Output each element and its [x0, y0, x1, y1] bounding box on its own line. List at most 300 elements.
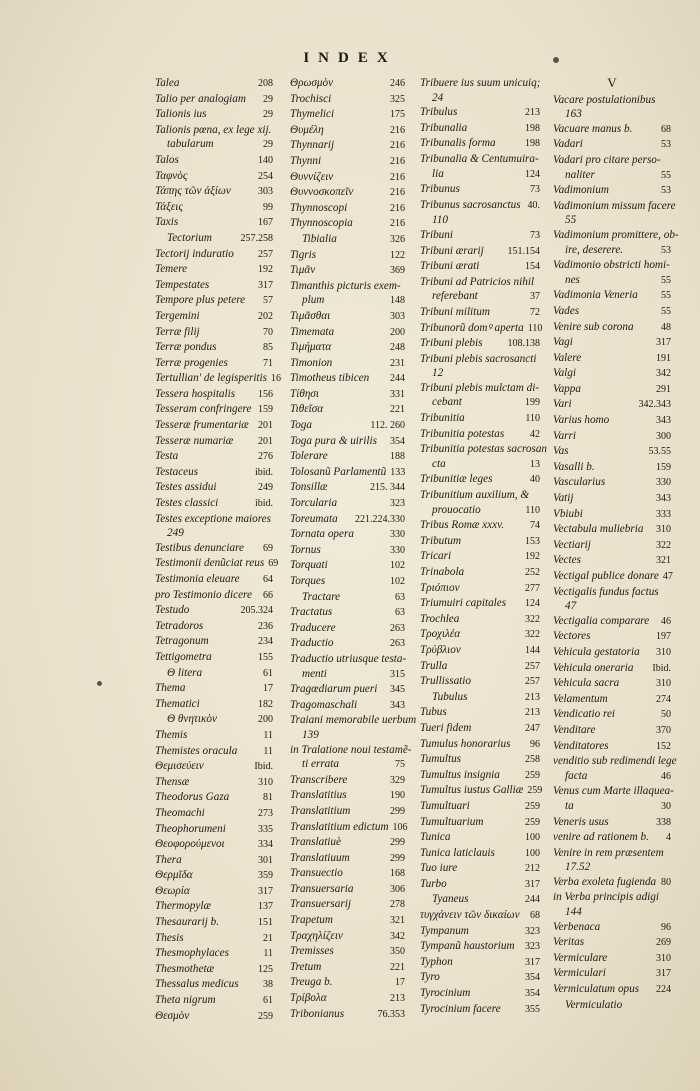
index-page-number: 191: [656, 352, 671, 364]
index-term: Tumultus iustus Galliæ: [420, 784, 524, 797]
index-page-number: 37: [530, 291, 540, 303]
index-page-number: 192: [258, 264, 273, 276]
index-entry: [420, 121, 540, 137]
index-term: Tigris: [290, 248, 317, 261]
index-page-number: 215. 344: [370, 482, 405, 494]
index-entry: [420, 518, 540, 534]
index-page-number: 80: [661, 876, 671, 888]
page-mark-dot: [553, 57, 559, 63]
index-page-number: 144: [525, 644, 540, 656]
index-page-number: 175: [390, 109, 405, 121]
index-term: Theophorumeni: [155, 822, 226, 835]
index-term: Transuectio: [290, 867, 343, 880]
index-term: Translatitius: [290, 789, 347, 802]
index-term: Talio per analogiam: [155, 92, 246, 105]
index-entry: [290, 387, 405, 403]
index-term: Toreumata: [290, 512, 338, 525]
index-term: venire ad rationem b.: [553, 831, 649, 844]
index-entry: [290, 913, 405, 929]
index-term: Tributum: [420, 534, 462, 547]
index-entry: [290, 512, 405, 528]
index-page-number: 213: [525, 107, 540, 119]
index-page-number: 350: [390, 946, 405, 958]
index-page-number: 315: [390, 668, 405, 680]
index-page-number: 244: [390, 373, 405, 385]
index-page-number: 168: [390, 868, 405, 880]
index-term: plum: [302, 294, 325, 307]
index-entry: [155, 371, 281, 387]
index-page-number: 55: [661, 305, 671, 317]
index-term: Thynnoscopia: [290, 217, 353, 230]
index-page-number: 198: [525, 138, 540, 150]
index-page-number: 69: [263, 542, 273, 554]
index-entry: [420, 799, 540, 815]
index-term: Tueri fidem: [420, 721, 472, 734]
index-term: Themistes oracula: [155, 744, 238, 757]
index-term: 110: [432, 214, 448, 227]
index-page-number: Ibid.: [254, 761, 273, 773]
index-entry: [420, 152, 540, 167]
index-entry: [553, 168, 671, 184]
index-entry: [290, 652, 405, 667]
index-page-number: 73: [530, 229, 540, 241]
index-entry: [553, 460, 671, 476]
index-entry: [290, 605, 405, 621]
index-page-number: 333: [656, 508, 671, 520]
index-term: Tesseræ numariæ: [155, 434, 234, 447]
index-entry: [290, 248, 405, 264]
index-entry: [553, 875, 671, 891]
index-entry: [290, 728, 405, 743]
index-entry: [155, 666, 273, 682]
index-page-number: 122: [390, 249, 405, 261]
index-term: Tribuere ius suum unicuiq;: [420, 77, 541, 89]
index-term: Θυννίζειν: [290, 170, 334, 183]
index-page-number: 29: [263, 93, 273, 105]
index-term: Tergemini: [155, 309, 200, 322]
index-entry: [553, 676, 671, 692]
index-term: Tremisses: [290, 945, 334, 958]
index-page-number: 102: [390, 560, 405, 572]
index-term: Thematici: [155, 697, 200, 710]
index-page-number: 317: [258, 885, 273, 897]
index-term: Translatiuè: [290, 836, 341, 849]
index-entry: [420, 275, 540, 290]
index-page-number: 216: [390, 202, 405, 214]
index-page-number: 254: [258, 170, 273, 182]
index-entry: [420, 244, 540, 260]
index-term: Tetragonum: [155, 635, 209, 648]
index-page-number: 48: [661, 321, 671, 333]
index-term: Vectores: [553, 630, 591, 643]
index-entry: [290, 92, 405, 108]
index-term: ta: [565, 799, 574, 812]
index-term: Tolosanũ Parlamentũ: [290, 465, 387, 478]
index-term: Toga pura & uirilis: [290, 434, 377, 447]
index-term: Vadimonio obstricti homi-: [553, 259, 670, 272]
index-page-number: 68: [661, 123, 671, 135]
index-entry: [420, 411, 540, 427]
index-term: Vas: [553, 445, 569, 458]
index-page-number: 29: [263, 139, 273, 151]
index-term: τυγχάνειν τῶν δικαίων: [420, 909, 520, 922]
index-page-number: 355: [525, 1003, 540, 1015]
index-page-number: 190: [390, 790, 405, 802]
index-page-number: 370: [656, 724, 671, 736]
index-page-number: 70: [263, 326, 273, 338]
index-term: Thera: [155, 853, 182, 866]
index-entry: [290, 621, 405, 637]
index-entry: [155, 790, 273, 806]
index-page-number: 197: [656, 631, 671, 643]
index-term: Torques: [290, 575, 326, 587]
index-page-number: Ibid.: [652, 662, 671, 674]
index-entry: [290, 743, 412, 758]
index-entry: [553, 258, 671, 273]
index-entry: [155, 884, 273, 900]
index-column-4: [553, 75, 679, 1012]
index-page-number: 329: [390, 774, 405, 786]
section-letter: V: [607, 75, 617, 90]
index-page-number: 343: [656, 415, 671, 427]
index-entry: [553, 645, 671, 661]
index-page-number: 321: [656, 555, 671, 567]
index-column-2: [290, 76, 417, 1022]
index-term: Θυμέλη: [290, 123, 324, 136]
index-page-number: 299: [390, 852, 405, 864]
index-entry: [553, 846, 671, 861]
index-term: Torcularia: [290, 497, 338, 510]
index-column-1: [155, 76, 281, 1024]
index-entry: [420, 457, 540, 473]
index-entry: [553, 599, 671, 614]
index-page-number: 335: [258, 823, 273, 835]
index-page-number: 334: [258, 839, 273, 851]
index-term: Vehicula gestatoria: [553, 645, 640, 658]
index-page-number: 259: [525, 816, 540, 828]
index-page-number: 247: [525, 722, 540, 734]
index-term: Themis: [155, 728, 188, 741]
index-entry: [155, 449, 273, 465]
index-term: Theta nigrum: [155, 994, 216, 1007]
index-entry: [553, 522, 671, 538]
index-term: Vectabula muliebria: [553, 523, 644, 536]
index-entry: [290, 773, 405, 789]
index-term: Vadimonium: [553, 184, 609, 197]
index-term: Translatitium edictum: [290, 820, 389, 833]
index-entry: [420, 198, 540, 214]
index-entry: [553, 799, 671, 815]
index-page-number: 38: [263, 979, 273, 991]
index-entry: [290, 138, 405, 154]
index-page-number: 124: [525, 168, 540, 180]
index-page-number: 273: [258, 807, 273, 819]
index-term: Tumultus: [420, 753, 462, 766]
index-entry: [290, 496, 405, 512]
index-entry: [155, 92, 273, 108]
index-entry: [290, 449, 405, 465]
index-term: Θεμισεύειν: [155, 760, 204, 773]
index-page-number: 244: [525, 894, 540, 906]
index-page-number: 201: [258, 435, 273, 447]
index-entry: [420, 336, 540, 352]
index-term: Θ θνητικὸν: [167, 713, 217, 726]
index-page-number: 299: [390, 805, 405, 817]
index-entry: [155, 915, 273, 931]
index-entry: [553, 905, 671, 920]
index-page-number: 257.258: [240, 232, 273, 244]
index-page-number: 76.353: [377, 1008, 405, 1020]
index-term: Tribunitia: [420, 412, 465, 425]
index-term: Tribuni plebis mulctam di-: [420, 381, 540, 394]
index-page-number: 212: [525, 863, 540, 875]
index-term: Theodorus Gaza: [155, 791, 230, 804]
index-term: Talea: [155, 77, 180, 89]
index-term: Vermiculare: [553, 951, 608, 964]
index-term: Θυννοσκοπεῖν: [290, 186, 354, 199]
index-page-number: 263: [390, 622, 405, 634]
index-term: lia: [432, 167, 444, 180]
index-term: prouocatio: [432, 503, 481, 516]
index-term: Tragomaschali: [290, 698, 358, 711]
index-term: Transcribere: [290, 773, 348, 786]
index-entry: [420, 321, 543, 337]
index-term: Τίθησι: [290, 387, 320, 400]
index-page-number: 74: [530, 520, 540, 532]
index-term: venditio sub redimendi lege: [553, 755, 677, 768]
index-term: Tragœdiarum pueri: [290, 683, 378, 696]
index-entry: [155, 137, 273, 153]
index-entry: [553, 754, 677, 769]
index-term: Tuo iure: [420, 862, 458, 875]
index-entry: [155, 496, 273, 512]
index-page-number: 11: [263, 745, 273, 757]
index-page-number: 47: [662, 571, 673, 582]
index-entry: [290, 667, 405, 683]
index-term: Tribunalia & Centumuira-: [420, 152, 539, 165]
index-page-number: 55: [661, 169, 671, 181]
index-entry: [155, 899, 273, 915]
index-term: Thensæ: [155, 775, 190, 788]
index-page-number: 125: [258, 963, 273, 975]
index-term: Veritas: [553, 936, 585, 949]
index-term: 55: [565, 214, 577, 227]
index-entry: [553, 444, 671, 460]
index-entry: [290, 574, 405, 590]
index-page-number: 57: [263, 295, 273, 307]
index-entry: [290, 698, 405, 714]
index-page-number: 159: [656, 461, 671, 473]
index-entry: [290, 170, 405, 186]
index-entry: [290, 279, 405, 294]
index-entry: [155, 402, 273, 418]
index-term: pro Testimonio dicere: [155, 588, 252, 601]
index-page-number: 322: [525, 629, 540, 641]
index-entry: [155, 775, 273, 791]
index-page-number: 192: [525, 551, 540, 563]
index-entry: [420, 674, 540, 690]
index-entry: [553, 351, 671, 367]
index-page-number: 317: [656, 337, 671, 349]
index-page-number: 342: [656, 368, 671, 380]
index-term: Τιμᾶν: [290, 264, 316, 277]
index-page-number: 64: [263, 574, 273, 585]
index-entry: [553, 93, 671, 108]
index-term: Vectigalis fundus factus: [553, 585, 659, 598]
index-page-number: 276: [258, 451, 273, 463]
index-term: in Tralatione noui testamẽ-: [290, 743, 412, 756]
index-page-number: 102: [390, 576, 405, 587]
index-entry: [290, 682, 405, 698]
index-entry: [553, 538, 671, 554]
index-entry: [553, 366, 671, 382]
index-entry: [155, 868, 273, 884]
index-entry: [155, 293, 273, 309]
index-term: Trinabola: [420, 566, 465, 578]
index-entry: [155, 278, 273, 294]
index-entry: [155, 977, 273, 993]
index-entry: [420, 627, 540, 643]
index-term: Tribus Romæ xxxv.: [420, 519, 504, 532]
index-term: Τάπης τῶν ἀξίων: [155, 185, 231, 198]
index-page-number: 140: [258, 154, 273, 166]
index-entry: [553, 707, 671, 723]
index-page-number: 85: [263, 342, 273, 354]
index-term: Tunica: [420, 831, 451, 844]
index-entry: [420, 939, 540, 955]
index-term: Verbenaca: [553, 920, 601, 933]
index-entry: [155, 837, 273, 853]
index-page-number: 257: [525, 676, 540, 688]
index-entry: [553, 815, 671, 831]
index-entry: [155, 931, 273, 947]
index-term: Θερμῖδα: [155, 869, 193, 882]
index-entry: [155, 309, 273, 325]
index-term: Tumultus insignia: [420, 768, 500, 781]
index-term: Tribuni militum: [420, 305, 490, 318]
index-term: Turbo: [420, 877, 447, 890]
index-page-number: 330: [656, 477, 671, 489]
index-entry: [155, 962, 273, 978]
index-term: Terræ filij: [155, 325, 200, 338]
index-term: Tympanũ haustorium: [420, 940, 515, 953]
index-entry: [155, 728, 273, 744]
index-entry: [553, 153, 671, 168]
index-entry: [420, 182, 540, 198]
index-term: Testes assidui: [155, 481, 217, 494]
index-term: Tribunitia potestas: [420, 427, 505, 440]
index-term: ire, deserere.: [565, 243, 624, 256]
index-page-number: 202: [258, 310, 273, 322]
index-entry: [553, 491, 671, 507]
index-page-number: 72: [530, 306, 540, 318]
index-page-number: 259: [527, 785, 543, 797]
index-page-number: 359: [258, 870, 273, 882]
index-term: Trulla: [420, 659, 448, 672]
index-page-number: 42: [530, 428, 540, 440]
page-header: INDEX: [303, 50, 397, 66]
index-entry: [155, 526, 273, 541]
index-term: Terræ progenies: [155, 356, 228, 369]
index-term: referebant: [432, 290, 478, 303]
index-page-number: 112. 260: [370, 420, 405, 432]
index-entry: [420, 815, 540, 831]
index-entry: [420, 442, 548, 457]
index-page-number: 16: [271, 373, 281, 385]
index-page-number: 167: [258, 217, 273, 229]
index-term: Τρύβλιον: [420, 643, 461, 656]
index-page-number: 17: [395, 977, 405, 989]
index-page-number: 53.55: [648, 446, 671, 458]
index-entry: [155, 588, 273, 604]
index-entry: [155, 107, 273, 123]
index-page-number: 66: [263, 589, 273, 601]
index-page-number: 124: [525, 598, 540, 610]
index-page-number: 317: [525, 956, 540, 968]
index-term: Vari: [553, 398, 572, 411]
index-term: Tribunitia potestas sacrosan: [420, 443, 548, 456]
index-entry: [155, 541, 273, 557]
index-page-number: 221.224.330: [355, 513, 405, 525]
index-term: Vacuare manus b.: [553, 122, 633, 135]
index-entry: [155, 744, 273, 760]
index-term: Testes classici: [155, 497, 219, 510]
index-page-number: 63: [395, 607, 405, 619]
index-entry: [290, 325, 405, 341]
index-page-number: 133: [390, 466, 406, 478]
index-page-number: 342.343: [638, 399, 671, 411]
index-entry: [553, 830, 671, 846]
index-term: Trullissatio: [420, 675, 471, 688]
index-term: 47: [565, 600, 577, 613]
index-entry: [420, 721, 540, 737]
index-page-number: 221: [390, 404, 405, 416]
index-entry: [553, 137, 671, 153]
index-page-number: 231: [390, 357, 405, 369]
index-entry: [553, 982, 671, 998]
index-term: 17.52: [565, 861, 591, 874]
index-page-number: 221: [390, 961, 405, 973]
index-term: Thema: [155, 682, 186, 695]
index-term: ti errata: [302, 758, 339, 771]
index-term: Tribuni ærati: [420, 260, 480, 273]
index-term: Vadimonia Veneria: [553, 289, 638, 302]
index-page-number: 216: [390, 171, 405, 183]
index-entry: [420, 643, 540, 659]
index-page-number: 53: [661, 185, 671, 197]
index-term: Typhon: [420, 955, 453, 968]
index-page-number: 17: [263, 683, 273, 695]
index-entry: [155, 946, 273, 962]
index-entry: [290, 757, 405, 773]
index-entry: [155, 634, 273, 650]
index-entry: [553, 107, 671, 122]
index-entry: [290, 975, 405, 991]
index-page-number: 291: [656, 383, 671, 395]
index-page-number: 248: [390, 342, 405, 354]
index-page-number: 11: [263, 729, 273, 741]
index-entry: [553, 966, 671, 982]
index-term: Transuersaria: [290, 882, 354, 895]
index-term: Temere: [155, 263, 188, 276]
index-term: Τραχηλίζειν: [290, 929, 343, 942]
index-page-number: 246: [390, 78, 405, 89]
index-term: Vermiculatum opus: [553, 983, 640, 996]
index-entry: [420, 892, 540, 908]
index-term: Talionis pœna, ex lege xij.: [155, 123, 272, 136]
index-term: Vacare postulationibus: [553, 93, 656, 106]
index-term: Tornus: [290, 543, 321, 556]
